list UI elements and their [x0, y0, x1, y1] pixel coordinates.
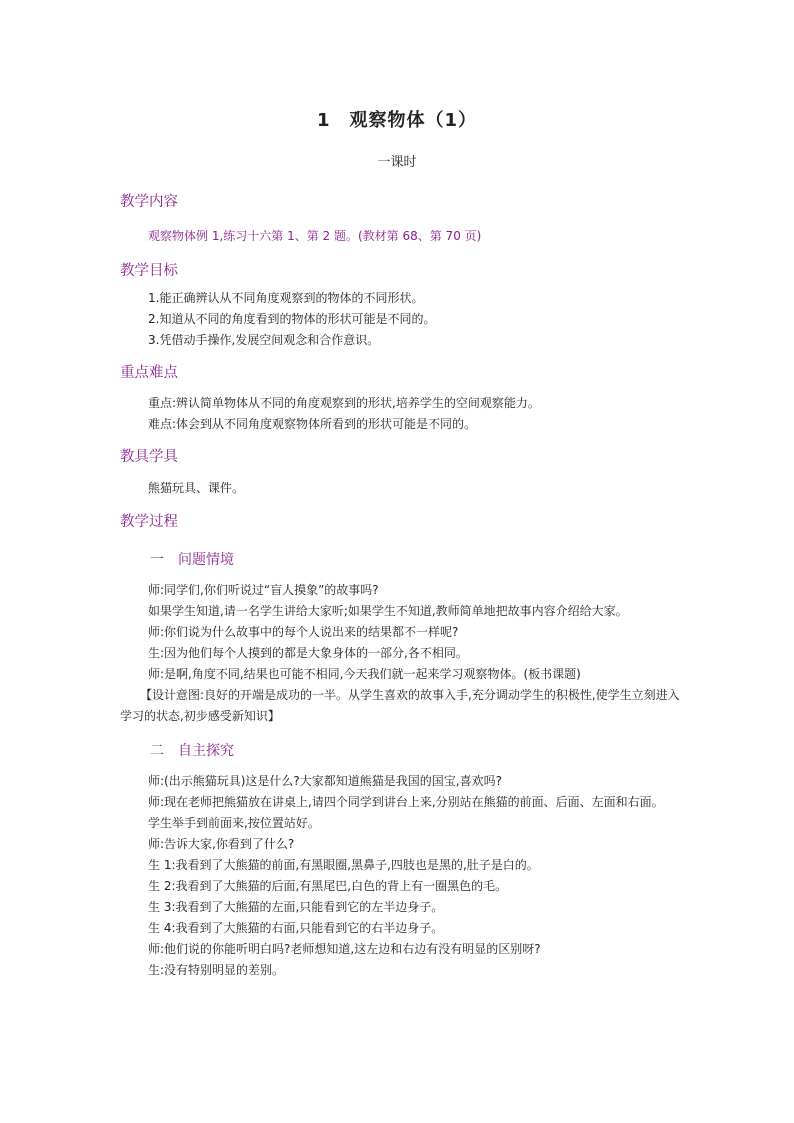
- lesson-title: 1 观察物体（1）: [316, 110, 478, 131]
- paragraph: 生 3:我看到了大熊猫的左面,只能看到它的左半边身子。: [148, 900, 444, 914]
- subsection-heading-2: 二 自主探究: [150, 743, 234, 759]
- paragraph: 如果学生知道,请一名学生讲给大家听;如果学生不知道,教师简单地把故事内容介绍给大家。: [148, 604, 628, 618]
- paragraph: 生 2:我看到了大熊猫的后面,有黑尾巴,白色的背上有一圈黑色的毛。: [148, 879, 508, 893]
- section-heading-key: 重点难点: [120, 365, 178, 381]
- section-heading-process: 教学过程: [120, 514, 178, 530]
- section-heading-tools: 教具学具: [120, 449, 178, 465]
- paragraph: 师:同学们,你们听说过“盲人摸象”的故事吗?: [148, 583, 379, 597]
- paragraph: 生 1:我看到了大熊猫的前面,有黑眼圈,黑鼻子,四肢也是黑的,肚子是白的。: [148, 858, 539, 872]
- paragraph: 师:你们说为什么故事中的每个人说出来的结果都不一样呢?: [148, 625, 459, 639]
- paragraph: 生:没有特别明显的差别。: [148, 963, 285, 977]
- lesson-subtitle: 一课时: [377, 155, 417, 170]
- paragraph: 师:现在老师把熊猫放在讲桌上,请四个同学到讲台上来,分别站在熊猫的前面、后面、左面和右面。: [148, 795, 664, 809]
- paragraph: 生:因为他们每个人摸到的都是大象身体的一部分,各不相同。: [148, 646, 468, 660]
- lesson-body: [120, 192, 680, 981]
- content-text: 观察物体例 1,练习十六第 1、第 2 题。(教材第 68、第 70 页): [148, 229, 482, 243]
- goal-item: 3.凭借动手操作,发展空间观念和合作意识。: [148, 333, 380, 347]
- paragraph: 师:(出示熊猫玩具)这是什么?大家都知道熊猫是我国的国宝,喜欢吗?: [148, 774, 502, 788]
- paragraph: 师:他们说的你能听明白吗?老师想知道,这左边和右边有没有明显的区别呀?: [148, 942, 541, 956]
- key-item: 重点:辨认简单物体从不同的角度观察到的形状,培养学生的空间观察能力。: [148, 396, 540, 410]
- goal-item: 1.能正确辨认从不同角度观察到的物体的不同形状。: [148, 291, 424, 305]
- tools-text: 熊猫玩具、课件。: [148, 481, 245, 495]
- paragraph: 生 4:我看到了大熊猫的右面,只能看到它的右半边身子。: [148, 921, 444, 935]
- section-heading-goals: 教学目标: [120, 263, 178, 279]
- paragraph: 师:是啊,角度不同,结果也可能不相同,今天我们就一起来学习观察物体。(板书课题): [148, 667, 581, 681]
- key-item: 难点:体会到从不同角度观察物体所看到的形状可能是不同的。: [148, 417, 477, 431]
- paragraph: 学生举手到前面来,按位置站好。: [148, 816, 320, 830]
- subsection-heading-1: 一 问题情境: [150, 552, 234, 568]
- paragraph: 师:告诉大家,你看到了什么?: [148, 837, 295, 851]
- design-intent: 【设计意图:良好的开端是成功的一半。从学生喜欢的故事入手,充分调动学生的积极性,使学生立刻进入学习的状态,初步感受新知识】: [120, 688, 680, 723]
- goal-item: 2.知道从不同的角度看到的物体的形状可能是不同的。: [148, 312, 436, 326]
- section-heading-content: 教学内容: [120, 194, 178, 210]
